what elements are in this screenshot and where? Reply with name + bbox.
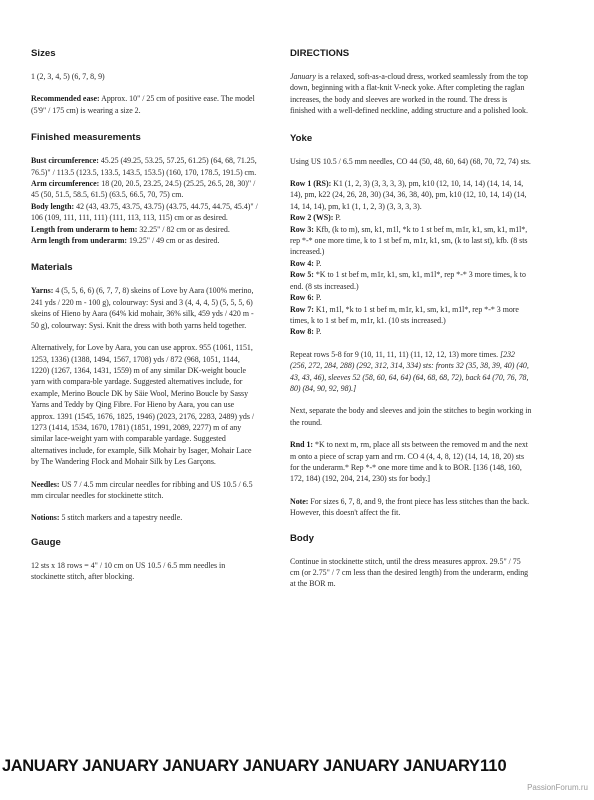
yarns-label: Yarns: (31, 286, 54, 296)
right-column (290, 48, 532, 601)
yoke-row (290, 304, 532, 327)
note-text (290, 496, 532, 519)
row-text: K1, m1l, *k to 1 st bef m, m1r, k1, sm, k1, m1l*, rep *-* 3 more times, k to 1 st bef m, m1r, k1. (10 sts increased.) (290, 304, 519, 325)
measurement-arm (31, 178, 259, 201)
yarns-body: 4 (5, 5, 6, 6) (6, 7, 7, 8) skeins of Love by Aara (100% merino, 241 yds / 220 m - 100 g), colourway: Sysi and 3 (4, 4, 4, 5) (5, 5, 5, 6) skeins of Hieno by Aara (64% kid mohair, 36% silk, 459 yds / 420 m - 50 g), colourway: Sysi. Knit the dress with both yarns held together. (31, 286, 254, 330)
body-text: Continue in stockinette stitch, until the dress measures approx. 29.5" / 75 cm (or 2.75" / 7 cm less than the desired length) from the underarm, ending at the BOR m. (290, 556, 529, 589)
ease-text: Approx. 10" / 25 cm of positive ease. The model (5'9" / 175 cm) is wearing a size 2. (31, 94, 255, 115)
repeat-body: Repeat rows 5-8 for 9 (10, 11, 11, 11) (11, 12, 12, 13) more times. (290, 349, 501, 359)
rnd1-label: Rnd 1: (290, 440, 314, 450)
row-text: P. (313, 293, 322, 303)
row-label: Row 6: (290, 293, 314, 303)
needles-label: Needles: (31, 479, 60, 489)
measurement-bust (31, 155, 259, 178)
yoke-row (290, 212, 532, 223)
note-label: Note: (290, 496, 309, 506)
sizes-heading: Sizes (31, 48, 56, 59)
row-text: K1 (1, 2, 3) (3, 3, 3, 3), pm, k10 (12, 10, 14, 14) (14, 14, 14, 14), pm, k22 (24, 26, 28, 30) (34, 36, 38, 40), pm, k10 (12, 10, 14, 14) (14, 14, 14, 14), pm, k1 (1, 1, 2, 3) (3, 3, 3, 3). (290, 179, 527, 211)
measurement-text: 18 (20, 20.5, 23.25, 24.5) (25.25, 26.5, 28, 30)" / 45 (50, 51.5, 58.5, 61.5) (63.5, 66.5, 70, 75) cm. (31, 179, 256, 200)
directions-heading: DIRECTIONS (290, 48, 350, 59)
note-body: For sizes 6, 7, 8, and 9, the front piece has less stitches than the back. However, this doesn't affect the fit. (290, 496, 530, 518)
body-heading: Body (290, 532, 314, 544)
notions-text (31, 512, 259, 523)
recommended-ease (31, 93, 259, 116)
measurements-heading: Finished measurements (31, 132, 141, 144)
yoke-row (290, 292, 532, 303)
row-label: Row 4: (290, 258, 314, 268)
measurement-text: 32.25" / 82 cm or as desired. (137, 224, 230, 234)
measurement-body-length (31, 201, 259, 224)
yoke-row (290, 269, 532, 292)
running-title: JANUARY JANUARY JANUARY JANUARY JANUARY JANUARY (2, 757, 480, 775)
notions-body: 5 stitch markers and a tapestry needle. (59, 513, 183, 523)
notions-label: Notions: (31, 513, 60, 523)
alternatives-text: Alternatively, for Love by Aara, you can use approx. 955 (1061, 1151, 1253, 1336) (1388, 1494, 1567, 1708) yds / 872 (968, 1051, 1144, 1220) (1267, 1364, 1431, 1559) m of any similar DK-weight boucle yarn with compara-ble yardage. Suggested alternatives include, for example, Merino Boucle DK by Säie Wool, Merino Boucle by Sassy Yarns and Teddy by Qing Fibre. For Hieno by Aara, you can use approx. 1391 (1545, 1676, 1825, 1946) (2023, 2176, 2283, 2489) yds / 1273 (1414, 1534, 1670, 1781) (1851, 1991, 2089, 2277) m of any similar lace-weight yarn with comparable yardage. Suggested alternatives include, for example, Silk Mohair by Isager, Mohair Lace by The Wandering Flock and Mohair Silk by Les Garçons. (31, 343, 255, 467)
yoke-intro: Using US 10.5 / 6.5 mm needles, CO 44 (50, 48, 60, 64) (68, 70, 72, 74) sts. (290, 156, 531, 166)
page-footer (0, 754, 594, 780)
materials-heading: Materials (31, 262, 73, 274)
yoke-row (290, 224, 532, 258)
row-label: Row 5: (290, 270, 314, 280)
yoke-row (290, 258, 532, 269)
measurement-label: Bust circumference: (31, 156, 99, 166)
measurement-label: Arm length from underarm: (31, 236, 128, 246)
measurement-underarm-hem (31, 224, 259, 235)
yarns-text (31, 285, 259, 331)
row-text: P. (313, 327, 322, 337)
measurement-arm-length (31, 235, 259, 246)
separate-text: Next, separate the body and sleeves and join the stitches to begin working in the round. (290, 406, 532, 427)
repeat-counts: [232 (256, 272, 284, 288) (292, 312, 314, 334) sts: fronts 32 (35, 38, 39, 40) (40, 43, 43, 46), sleeves 52 (58, 60, 64, 64) (64, 68, 68, 72), back 64 (70, 76, 78, 80) (84, 90, 92, 98).] (290, 349, 529, 393)
pattern-name: January (290, 72, 316, 81)
measurement-text: 19.25" / 49 cm or as desired. (127, 236, 220, 246)
yoke-row (290, 326, 532, 337)
yoke-heading: Yoke (290, 132, 313, 144)
needles-body: US 7 / 4.5 mm circular needles for ribbing and US 10.5 / 6.5 mm circular needles for stockinette stitch. (31, 479, 253, 500)
watermark: PassionForum.ru (527, 783, 588, 792)
gauge-text: 12 sts x 18 rows = 4" / 10 cm on US 10.5 / 6.5 mm needles in stockinette stitch, after blocking. (31, 560, 226, 582)
measurement-label: Length from underarm to hem: (31, 224, 138, 234)
row-text: P. (333, 213, 341, 223)
directions-body: is a relaxed, soft-as-a-cloud dress, worked seamlessly from the top down, beginning with a flat-knit V-neck yoke. After completing the raglan increases, the body and sleeves are worked in the round. The dress is finished with a well-defined neckline, adding structure and a polished look. (290, 72, 528, 116)
sizes-text: 1 (2, 3, 4, 5) (6, 7, 8, 9) (31, 72, 105, 81)
repeat-text (290, 349, 532, 395)
rnd1-body: *K to next m, rm, place all sts between the removed m and the next m onto a piece of scrap yarn and rm. CO 4 (4, 4, 8, 12) (14, 14, 18, 20) sts for the underarm.* Rep *-* one more time and k to BOR. [136 (148, 160, 172, 184) (192, 204, 214, 230) sts for body.] (290, 440, 528, 484)
row-label: Row 2 (WS): (290, 213, 334, 223)
row-text: P. (313, 258, 322, 268)
row-label: Row 3: (290, 224, 314, 234)
row-text: Kfb, (k to m), sm, k1, m1l, *k to 1 st bef m, m1r, k1, sm, k1, m1l*, rep *-* one more time, k to 1 st bef m, m1r, k1, sm, (k to last st), kfb. (8 sts increased.) (290, 224, 528, 257)
needles-text (31, 479, 259, 502)
page-number: 110 (480, 757, 507, 775)
gauge-heading: Gauge (31, 536, 61, 548)
row-label: Row 8: (290, 327, 314, 337)
directions-intro (290, 71, 532, 117)
row-text: *K to 1 st bef m, m1r, k1, sm, k1, m1l*, rep *-* 3 more times, k to end. (8 sts increased.) (290, 270, 526, 291)
yoke-row (290, 178, 532, 212)
row-label: Row 1 (RS): (290, 179, 332, 189)
measurement-label: Arm circumference: (31, 179, 100, 189)
left-column (31, 48, 259, 594)
row-label: Row 7: (290, 304, 314, 314)
rnd1-text (290, 439, 532, 485)
measurement-label: Body length: (31, 201, 75, 211)
ease-label: Recommended ease: (31, 94, 100, 104)
measurement-text: 45.25 (49.25, 53.25, 57.25, 61.25) (64, 68, 71.25, 76.5)" / 113.5 (123.5, 133.5, 143.5, 153.5) (160, 170, 178.5, 191.5) cm. (31, 156, 257, 177)
measurement-text: 42 (43, 43.75, 43.75, 43.75) (43.75, 44.75, 44.75, 45.4)" / 106 (109, 111, 111, 111) (111, 113, 113, 115) cm or as desired. (31, 201, 258, 223)
